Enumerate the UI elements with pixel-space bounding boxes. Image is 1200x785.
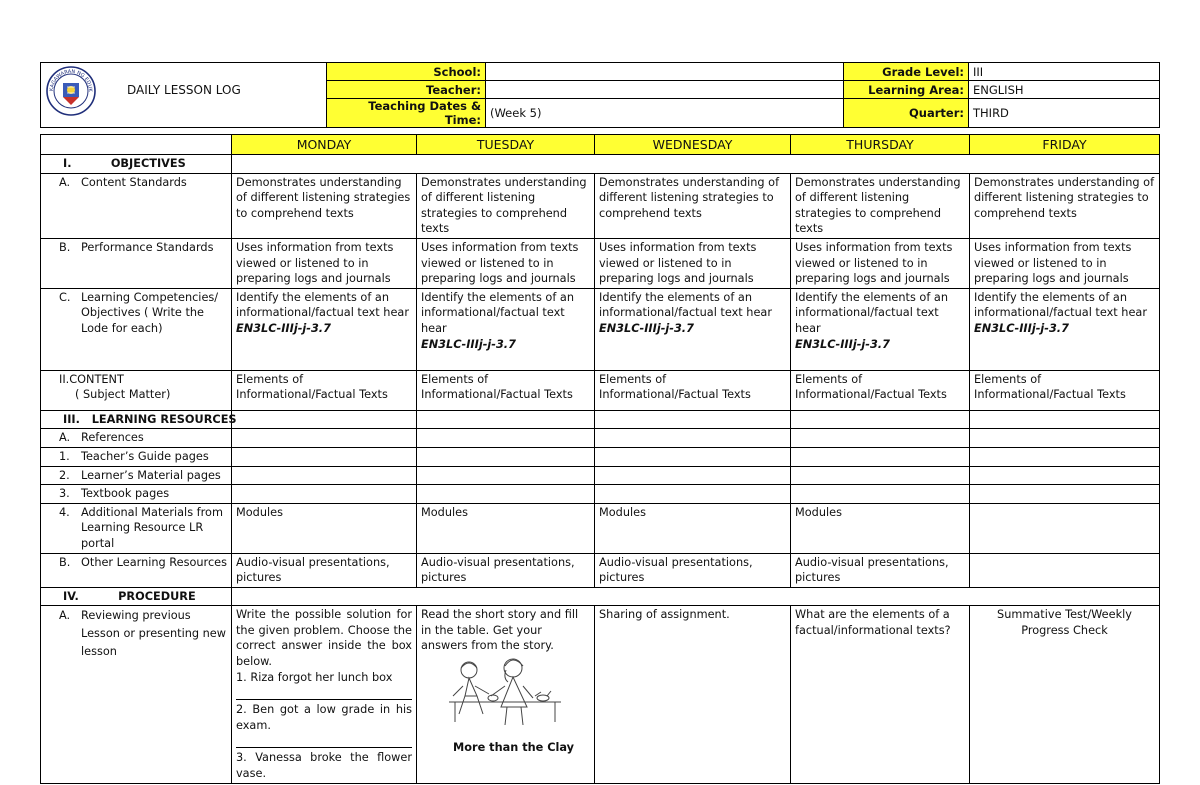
- learning-area-label: Learning Area:: [844, 81, 969, 99]
- performance-standard-cell[interactable]: Uses information from texts viewed or listened to in preparing logs and journals: [232, 238, 417, 288]
- other-resources-text: Other Learning Resources: [81, 555, 227, 569]
- learning-resources-heading: III. LEARNING RESOURCES: [41, 410, 232, 429]
- competency-text: Identify the elements of an informational/factual text hear: [236, 290, 409, 320]
- review-tuesday-cell[interactable]: [417, 606, 595, 783]
- content-label: [41, 370, 232, 410]
- resource-cell[interactable]: [417, 429, 595, 448]
- additional-materials-cell[interactable]: [970, 503, 1160, 553]
- resource-cell[interactable]: [232, 429, 417, 448]
- performance-standards-text: Performance Standards: [81, 240, 214, 254]
- seal-text: KAGAWARAN NG EDUK: [48, 68, 94, 92]
- competency-cell[interactable]: [595, 288, 791, 370]
- performance-standards-label: [41, 238, 232, 288]
- other-resources-cell[interactable]: [970, 553, 1160, 587]
- resource-cell[interactable]: [791, 410, 970, 429]
- other-resources-cell[interactable]: Audio-visual presentations, pictures: [417, 553, 595, 587]
- review-lesson-n: A.: [59, 609, 71, 623]
- other-resources-label: [41, 553, 232, 587]
- content-standards-label: [41, 173, 232, 238]
- performance-standard-cell[interactable]: Uses information from texts viewed or listened to in preparing logs and journals: [970, 238, 1160, 288]
- competency-cell[interactable]: [232, 288, 417, 370]
- resource-cell[interactable]: [970, 466, 1160, 485]
- review-thursday-cell[interactable]: What are the elements of a factual/informational texts?: [791, 606, 970, 783]
- resource-cell[interactable]: [417, 466, 595, 485]
- content-heading: II.CONTENT: [59, 372, 124, 386]
- content-standard-cell[interactable]: Demonstrates understanding of different listening strategies to comprehend texts: [232, 173, 417, 238]
- answer-line[interactable]: [236, 685, 412, 700]
- competency-code: EN3LC-IIIj-j-3.7: [421, 337, 516, 351]
- additional-materials-label: [41, 503, 232, 553]
- competency-text: Identify the elements of an informational/factual text hear: [421, 290, 574, 335]
- procedure-blank: [232, 587, 1160, 606]
- content-cell[interactable]: Elements of Informational/Factual Texts: [970, 370, 1160, 410]
- performance-standard-cell[interactable]: Uses information from texts viewed or listened to in preparing logs and journals: [595, 238, 791, 288]
- performance-standard-cell[interactable]: Uses information from texts viewed or listened to in preparing logs and journals: [417, 238, 595, 288]
- learning-area-field[interactable]: ENGLISH: [969, 81, 1160, 99]
- header-table: [40, 62, 1160, 128]
- content-standard-cell[interactable]: Demonstrates understanding of different listening strategies to comprehend texts: [791, 173, 970, 238]
- school-label: School:: [327, 63, 486, 81]
- resource-cell[interactable]: [417, 447, 595, 466]
- teacher-field[interactable]: [486, 81, 844, 99]
- day-monday: MONDAY: [232, 135, 417, 155]
- quarter-label: Quarter:: [844, 99, 969, 128]
- references-text: References: [81, 431, 144, 445]
- references-n: A.: [59, 431, 71, 445]
- additional-materials-cell[interactable]: Modules: [791, 503, 970, 553]
- performance-standard-cell[interactable]: Uses information from texts viewed or listened to in preparing logs and journals: [791, 238, 970, 288]
- textbook-pages-text: Textbook pages: [81, 487, 170, 501]
- resource-cell[interactable]: [417, 485, 595, 504]
- resource-cell[interactable]: [791, 447, 970, 466]
- learners-material-text: Learner’s Material pages: [81, 468, 221, 482]
- competency-code: EN3LC-IIIj-j-3.7: [599, 321, 694, 335]
- learners-material-label: [41, 466, 232, 485]
- quarter-field[interactable]: THIRD: [969, 99, 1160, 128]
- competency-cell[interactable]: [970, 288, 1160, 370]
- teachers-guide-label: [41, 447, 232, 466]
- competency-code: EN3LC-IIIj-j-3.7: [974, 321, 1069, 335]
- resource-cell[interactable]: [970, 429, 1160, 448]
- content-standard-cell[interactable]: Demonstrates understanding of different listening strategies to comprehend texts: [970, 173, 1160, 238]
- monday-question-2: 2. Ben got a low grade in his exam.: [236, 703, 412, 732]
- competencies-n: C.: [59, 290, 71, 304]
- other-resources-n: B.: [59, 555, 71, 569]
- performance-standards-n: B.: [59, 240, 71, 254]
- additional-materials-cell[interactable]: Modules: [232, 503, 417, 553]
- competency-cell[interactable]: [417, 288, 595, 370]
- textbook-pages-label: [41, 485, 232, 504]
- story-title: More than the Clay: [453, 741, 575, 755]
- competency-text: Identify the elements of an informational/factual text hear: [795, 290, 948, 335]
- resource-cell[interactable]: [970, 447, 1160, 466]
- days-header-row: [41, 135, 1160, 155]
- monday-question-1: 1. Riza forgot her lunch box: [236, 670, 393, 684]
- competency-cell[interactable]: [791, 288, 970, 370]
- procedure-heading: IV. PROCEDURE: [41, 587, 232, 606]
- content-standard-cell[interactable]: Demonstrates understanding of different listening strategies to comprehend texts: [417, 173, 595, 238]
- content-cell[interactable]: Elements of Informational/Factual Texts: [791, 370, 970, 410]
- tuesday-instructions: Read the short story and fill in the table. Get your answers from the story.: [421, 608, 579, 653]
- teachers-guide-text: Teacher’s Guide pages: [81, 449, 209, 463]
- resource-cell[interactable]: [595, 410, 791, 429]
- review-monday-cell[interactable]: [232, 606, 417, 783]
- review-friday-cell[interactable]: Summative Test/Weekly Progress Check: [970, 606, 1160, 783]
- review-lesson-label: [41, 606, 232, 783]
- competency-code: EN3LC-IIIj-j-3.7: [236, 321, 331, 335]
- day-tuesday: TUESDAY: [417, 135, 595, 155]
- page-title: DAILY LESSON LOG: [127, 83, 241, 97]
- other-resources-cell[interactable]: Audio-visual presentations, pictures: [791, 553, 970, 587]
- additional-materials-cell[interactable]: Modules: [417, 503, 595, 553]
- content-standards-n: A.: [59, 175, 71, 189]
- resource-cell[interactable]: [970, 410, 1160, 429]
- content-standards-text: Content Standards: [81, 175, 187, 189]
- resource-cell[interactable]: [232, 447, 417, 466]
- objectives-blank: [232, 155, 1160, 174]
- resource-cell[interactable]: [232, 410, 417, 429]
- learners-material-n: 2.: [59, 468, 70, 482]
- resource-cell[interactable]: [791, 466, 970, 485]
- deped-seal-icon: [45, 65, 97, 117]
- day-wednesday: WEDNESDAY: [595, 135, 791, 155]
- additional-materials-cell[interactable]: Modules: [595, 503, 791, 553]
- additional-materials-n: 4.: [59, 505, 70, 519]
- textbook-pages-n: 3.: [59, 487, 70, 501]
- days-header-blank: [41, 135, 232, 155]
- review-lesson-text: Reviewing previous Lesson or presenting new lesson: [81, 609, 226, 659]
- resource-cell[interactable]: [791, 429, 970, 448]
- objectives-heading: I. OBJECTIVES: [41, 155, 232, 174]
- content-cell[interactable]: Elements of Informational/Factual Texts: [232, 370, 417, 410]
- teacher-label: Teacher:: [327, 81, 486, 99]
- content-standard-cell[interactable]: Demonstrates understanding of different listening strategies to comprehend texts: [595, 173, 791, 238]
- school-field[interactable]: [486, 63, 844, 81]
- children-clay-illustration-icon: [435, 656, 575, 740]
- content-subheading: ( Subject Matter): [75, 388, 171, 402]
- teaching-dates-field[interactable]: (Week 5): [486, 99, 844, 128]
- competencies-text: Learning Competencies/ Objectives ( Write the Lode for each): [81, 290, 219, 335]
- lesson-log-table: [40, 134, 1160, 784]
- resource-cell[interactable]: [595, 466, 791, 485]
- content-cell[interactable]: Elements of Informational/Factual Texts: [595, 370, 791, 410]
- resource-cell[interactable]: [232, 485, 417, 504]
- monday-question-3: 3. Vanessa broke the flower vase.: [236, 751, 412, 781]
- competency-text: Identify the elements of an informational/factual text hear: [974, 290, 1147, 320]
- other-resources-cell[interactable]: Audio-visual presentations, pictures: [595, 553, 791, 587]
- resource-cell[interactable]: [595, 485, 791, 504]
- resource-cell[interactable]: [970, 485, 1160, 504]
- answer-line[interactable]: [236, 733, 412, 748]
- review-wednesday-cell[interactable]: Sharing of assignment.: [595, 606, 791, 783]
- teachers-guide-n: 1.: [59, 449, 70, 463]
- competency-text: Identify the elements of an informational/factual text hear: [599, 290, 772, 320]
- day-friday: FRIDAY: [970, 135, 1160, 155]
- resource-cell[interactable]: [232, 466, 417, 485]
- resource-cell[interactable]: [791, 485, 970, 504]
- resource-cell[interactable]: [595, 429, 791, 448]
- grade-level-field[interactable]: III: [969, 63, 1160, 81]
- header-logo-cell: [41, 63, 327, 128]
- teaching-dates-label: Teaching Dates & Time:: [327, 99, 486, 128]
- resource-cell[interactable]: [417, 410, 595, 429]
- content-cell[interactable]: Elements of Informational/Factual Texts: [417, 370, 595, 410]
- resource-cell[interactable]: [595, 447, 791, 466]
- other-resources-cell[interactable]: Audio-visual presentations, pictures: [232, 553, 417, 587]
- competency-code: EN3LC-IIIj-j-3.7: [795, 337, 890, 351]
- competencies-label: [41, 288, 232, 370]
- day-thursday: THURSDAY: [791, 135, 970, 155]
- references-label: [41, 429, 232, 448]
- monday-instructions: Write the possible solution for the given problem. Choose the correct answer inside the box below.: [236, 608, 412, 669]
- grade-level-label: Grade Level:: [844, 63, 969, 81]
- additional-materials-text: Additional Materials from Learning Resource LR portal: [81, 505, 223, 550]
